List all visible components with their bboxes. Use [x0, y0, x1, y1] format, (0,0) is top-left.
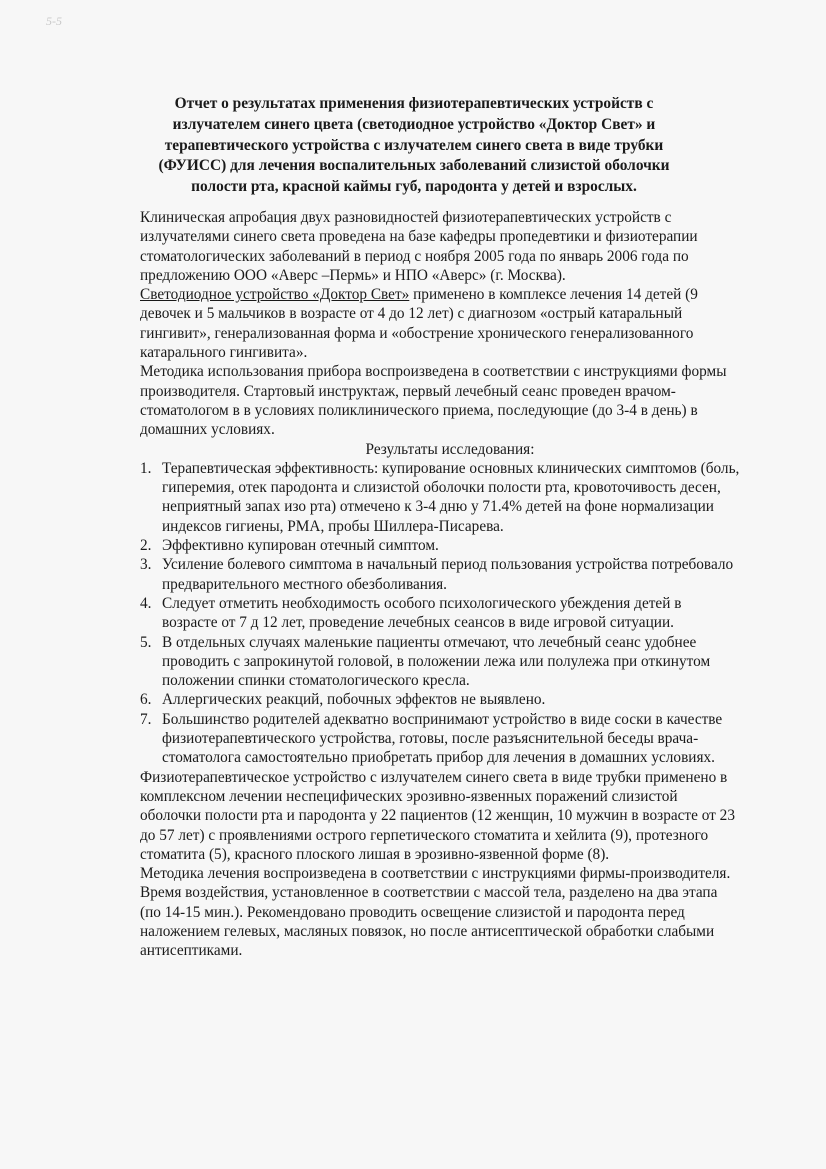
list-item-number: 6.: [140, 691, 152, 709]
results-list: [140, 459, 740, 768]
list-item-text: Эффективно купирован отечный симптом.: [162, 537, 439, 555]
list-item-number: 1.: [140, 459, 152, 477]
list-item-number: 4.: [140, 594, 152, 612]
method2-paragraph: Методика лечения воспроизведена в соответствии с инструкциями фирмы-производителя. Время воздействия, установленное в соответствии с массой тела, разделено на два этапа (по 14-15 мин.). Рекомендовано проводить освещение слизистой и пародонта перед наложением гелевых, масляных повязок, но после антисептической обработки слабыми антисептиками.: [140, 865, 731, 960]
list-item-text: Большинство родителей адекватно воспринимают устройство в виде соски в качестве физиотерапевтического устройства, готовы, после разъяснительной беседы врача-стоматолога самостоятельно приобретать прибор для лечения в домашних условиях.: [162, 710, 723, 767]
document-title: Отчет о результатах применения физиотерапевтических устройств с излучателем синего цвета (светодиодное устройство «Доктор Свет» и терапевтического устройства с излучателем синего света в виде трубки (ФУИСС) для лечения воспалительных заболеваний слизистой оболочки полости рта, красной каймы губ, пародонта у детей и взрослых.: [158, 95, 670, 196]
list-item: [140, 690, 740, 709]
list-item-number: 3.: [140, 556, 152, 574]
list-item-number: 2.: [140, 537, 152, 555]
device1-description: применено в комплексе лечения 14 детей (9 девочек и 5 мальчиков в возрасте от 4 до 12 лет) с диагнозом «острый катаральный гингивит», генерализованная форма и «обострение хронического генерализованного катарального гингивита».: [140, 286, 698, 362]
list-item: [140, 536, 740, 555]
results-heading: Результаты исследования:: [365, 440, 535, 458]
list-item-text: Аллергических реакций, побочных эффектов не выявлено.: [162, 691, 546, 709]
list-item-text: В отдельных случаях маленькие пациенты отмечают, что лечебный сеанс удобнее проводить с запрокинутой головой, в положении лежа или полулежа при откинутом положении спинки стоматологического кресла.: [162, 633, 711, 690]
list-item: [140, 459, 740, 536]
list-item-number: 7.: [140, 710, 152, 728]
list-item: [140, 555, 740, 594]
device1-name: Светодиодное устройство «Доктор Свет»: [140, 286, 410, 304]
intro-paragraph: Клиническая апробация двух разновидностей физиотерапевтических устройств с излучателями синего света проведена на базе кафедры пропедевтики и физиотерапии стоматологических заболеваний в период с ноября 2005 года по январь 2006 года по предложению ООО «Аверс –Пермь» и НПО «Аверс» (г. Москва).: [140, 209, 698, 284]
list-item: [140, 633, 740, 691]
list-item: [140, 710, 740, 768]
list-item-number: 5.: [140, 633, 152, 651]
corner-mark: 5-5: [46, 14, 62, 28]
method1-paragraph: Методика использования прибора воспроизведена в соответствии с инструкциями формы производителя. Стартовый инструктаж, первый лечебный сеанс проведен врачом-стоматологом в в условиях поликлинического приема, последующие (до 3-4 в день) в домашних условиях.: [140, 363, 727, 439]
device2-paragraph: Физиотерапевтическое устройство с излучателем синего света в виде трубки применено в комплексном лечении неспецифических эрозивно-язвенных поражений слизистой оболочки полости рта и пародонта у 22 пациентов (12 женщин, 10 мужчин в возрасте от 23 до 57 лет) с проявлениями острого герпетического стоматита и хейлита (9), протезного стоматита (5), красного плоского лишая в эрозивно-язвенной форме (8).: [140, 768, 735, 863]
list-item: [140, 594, 740, 633]
document-body: [140, 208, 740, 961]
list-item-text: Усиление болевого симптома в начальный период пользования устройства потребовало предварительного местного обезболивания.: [162, 556, 734, 593]
list-item-text: Следует отметить необходимость особого психологического убеждения детей в возрасте от 7 д 12 лет, проведение лечебных сеансов в виде игровой ситуации.: [162, 594, 682, 632]
device1-paragraph: [140, 285, 740, 362]
list-item-text: Терапевтическая эффективность: купирование основных клинических симптомов (боль, гиперемия, отек пародонта и слизистой оболочки полости рта, кровоточивость десен, неприятный запах изо рта) отмечено к 3-4 дню у 71.4% детей на фоне нормализации индексов гигиены, РМА, пробы Шиллера-Писарева.: [162, 459, 740, 535]
